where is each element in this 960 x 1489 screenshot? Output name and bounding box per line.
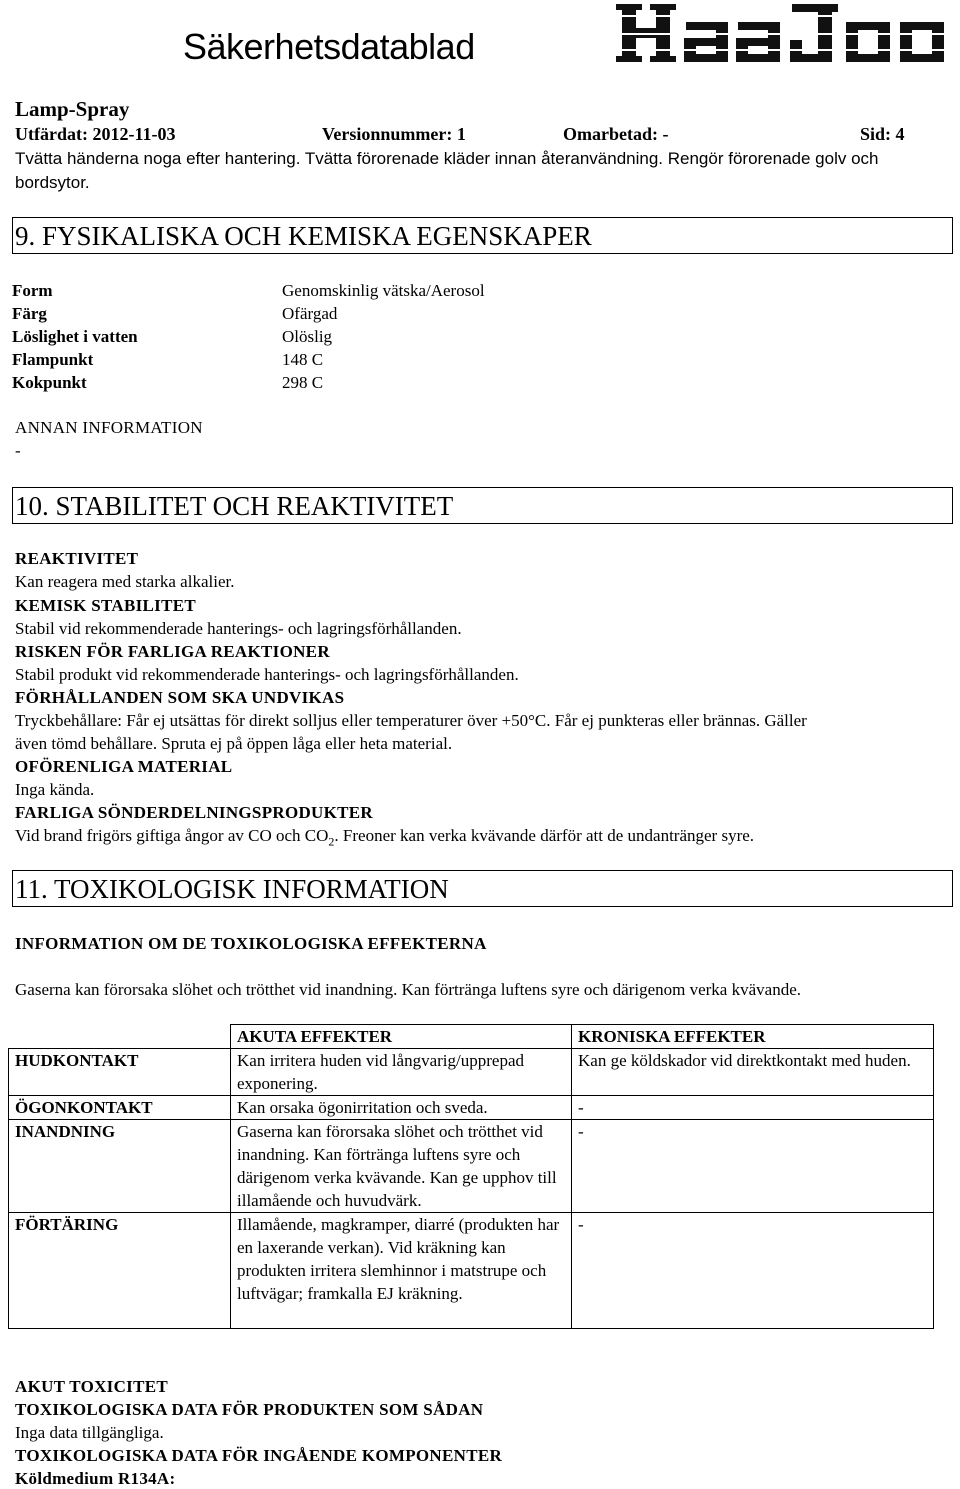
chronic-inhalation: - <box>572 1120 934 1213</box>
version-number: Versionnummer: 1 <box>322 124 466 144</box>
product-tox-data-heading: TOXIKOLOGISKA DATA FÖR PRODUKTEN SOM SÅDAN <box>15 1400 484 1419</box>
component-name: Köldmedium R134A: <box>15 1469 176 1488</box>
property-label-color: Färg <box>12 304 47 323</box>
decomposition-text <box>15 826 754 849</box>
co2-subscript: 2 <box>328 834 335 849</box>
stability-text: Stabil vid rekommenderade hanterings- och lagringsförhållanden. <box>15 619 462 638</box>
property-value-boilingpoint: 298 C <box>282 373 324 392</box>
acute-ingestion: Illamående, magkramper, diarré (produkten har en laxerande verkan). Vid kräkning kan produkten irritera slemhinnor i matstrupe och luftvägar; framkalla EJ kräkning. <box>231 1213 572 1329</box>
effects-table <box>8 1024 934 1329</box>
other-info-heading: ANNAN INFORMATION <box>15 418 203 437</box>
risk-text: Stabil produkt vid rekommenderade hanterings- och lagringsförhållanden. <box>15 665 519 684</box>
table-row <box>9 1213 934 1329</box>
avoid-text-line-2: även tömd behållare. Spruta ej på öppen låga eller heta material. <box>15 734 453 753</box>
route-eye: ÖGONKONTAKT <box>9 1096 231 1120</box>
incompatible-text: Inga kända. <box>15 780 95 799</box>
issued-date: Utfärdat: 2012-11-03 <box>15 124 176 144</box>
incompatible-heading: OFÖRENLIGA MATERIAL <box>15 757 233 776</box>
product-name: Lamp-Spray <box>15 97 130 121</box>
revised-date: Omarbetad: - <box>563 124 669 144</box>
avoid-heading: FÖRHÅLLANDEN SOM SKA UNDVIKAS <box>15 688 345 707</box>
acute-skin: Kan irritera huden vid långvarig/upprepad exponering. <box>231 1049 572 1096</box>
property-value-form: Genomskinlig vätska/Aerosol <box>282 281 485 300</box>
tox-info-text: Gaserna kan förorsaka slöhet och trötthet vid inandning. Kan förtränga luftens syre och därigenom verka kvävande. <box>15 980 801 999</box>
route-inhalation: INANDNING <box>9 1120 231 1213</box>
chronic-skin: Kan ge köldskador vid direktkontakt med huden. <box>572 1049 934 1096</box>
other-info-value: - <box>15 441 21 460</box>
property-value-color: Ofärgad <box>282 304 338 323</box>
product-tox-data-text: Inga data tillgängliga. <box>15 1423 164 1442</box>
component-tox-data-heading: TOXIKOLOGISKA DATA FÖR INGÅENDE KOMPONENTER <box>15 1446 503 1465</box>
risk-heading: RISKEN FÖR FARLIGA REAKTIONER <box>15 642 330 661</box>
property-value-flashpoint: 148 C <box>282 350 324 369</box>
acute-inhalation: Gaserna kan förorsaka slöhet och trötthet vid inandning. Kan förtränga luftens syre och därigenom verka kvävande. Kan ge upphov till illamående och huvudvärk. <box>231 1120 572 1213</box>
reactivity-heading: REAKTIVITET <box>15 549 139 568</box>
route-ingestion: FÖRTÄRING <box>9 1213 231 1329</box>
decomposition-heading: FARLIGA SÖNDERDELNINGSPRODUKTER <box>15 803 374 822</box>
property-label-flashpoint: Flampunkt <box>12 350 94 369</box>
property-value-solubility: Olöslig <box>282 327 333 346</box>
decomposition-text-a: Vid brand frigörs giftiga ångor av CO och CO <box>15 826 329 845</box>
avoid-text-line-1: Tryckbehållare: Får ej utsättas för direkt solljus eller temperaturer över +50°C. Får ej punkteras eller brännas. Gäller <box>15 711 807 730</box>
table-row <box>9 1049 934 1096</box>
chronic-ingestion: - <box>572 1213 934 1329</box>
section-9-heading: 9. FYSIKALISKA OCH KEMISKA EGENSKAPER <box>12 217 953 254</box>
intro-text-line-2: bordsytor. <box>15 173 90 192</box>
section-11-heading: 11. TOXIKOLOGISK INFORMATION <box>12 870 953 907</box>
section-10-heading: 10. STABILITET OCH REAKTIVITET <box>12 487 953 524</box>
stability-heading: KEMISK STABILITET <box>15 596 196 615</box>
table-row <box>9 1120 934 1213</box>
acute-eye: Kan orsaka ögonirritation och sveda. <box>231 1096 572 1120</box>
table-corner-cell <box>9 1025 231 1049</box>
route-skin: HUDKONTAKT <box>9 1049 231 1096</box>
haajoo-logo <box>612 0 952 66</box>
reactivity-text: Kan reagera med starka alkalier. <box>15 572 235 591</box>
intro-text-line-1: Tvätta händerna noga efter hantering. Tvätta förorenade kläder innan återanvändning. Rengör förorenade golv och <box>15 149 879 168</box>
decomposition-text-b: . Freoner kan verka kvävande därför att de undantränger syre. <box>334 826 755 845</box>
logo-graphic <box>612 0 952 66</box>
chronic-effects-header: KRONISKA EFFEKTER <box>572 1025 934 1049</box>
acute-effects-header: AKUTA EFFEKTER <box>231 1025 572 1049</box>
chronic-eye: - <box>572 1096 934 1120</box>
property-label-boilingpoint: Kokpunkt <box>12 373 87 392</box>
tox-info-heading: INFORMATION OM DE TOXIKOLOGISKA EFFEKTERNA <box>15 934 487 953</box>
property-label-solubility: Löslighet i vatten <box>12 327 138 346</box>
property-label-form: Form <box>12 281 53 300</box>
table-row <box>9 1096 934 1120</box>
page-number: Sid: 4 <box>860 124 905 144</box>
acute-toxicity-heading: AKUT TOXICITET <box>15 1377 169 1396</box>
document-title: Säkerhetsdatablad <box>183 26 475 67</box>
table-header-row <box>9 1025 934 1049</box>
